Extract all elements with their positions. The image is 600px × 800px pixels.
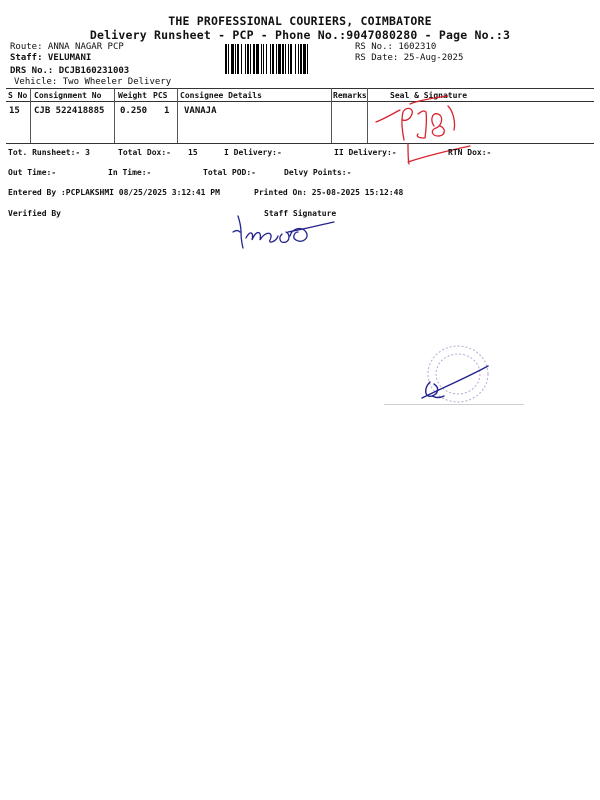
total-dox-value: 15 — [188, 148, 198, 157]
blue-staff-signature — [230, 210, 340, 252]
total-runsheet: Tot. Runsheet:- 3 — [8, 148, 90, 157]
out-time: Out Time:- — [8, 168, 57, 177]
drs-number: DRS No.: DCJB160231003 — [10, 66, 130, 76]
table-top-rule — [6, 88, 594, 89]
delivery-stamp — [412, 340, 492, 410]
header-weight: Weight — [118, 91, 147, 100]
faint-rule — [384, 404, 524, 405]
col-divider — [331, 88, 332, 143]
rs-date: RS Date: 25-Aug-2025 — [355, 53, 464, 63]
rtn-dox: RTN Dox:- — [448, 148, 492, 157]
staff-label: Staff: VELUMANI — [10, 53, 92, 63]
ii-delivery: II Delivery:- — [334, 148, 397, 157]
col-divider — [30, 88, 31, 143]
header-consignment-no: Consignment No — [34, 91, 102, 100]
company-title: THE PROFESSIONAL COURIERS, COIMBATORE — [168, 14, 432, 28]
barcode-image — [225, 44, 351, 74]
header-consignee-details: Consignee Details — [180, 91, 262, 100]
verified-by-label: Verified By — [8, 209, 61, 218]
staff-signature-label: Staff Signature — [264, 209, 337, 218]
header-remarks: Remarks — [333, 91, 367, 100]
row-weight: 0.250 — [120, 106, 148, 116]
row-sno: 15 — [9, 106, 20, 116]
total-dox-label: Total Dox:- — [118, 148, 171, 157]
route-label: Route: ANNA NAGAR PCP — [10, 42, 124, 52]
printed-on: Printed On: 25-08-2025 15:12:48 — [254, 188, 404, 197]
vehicle-label: Vehicle: Two Wheeler Delivery — [14, 77, 172, 87]
col-divider — [177, 88, 178, 143]
runsheet-subtitle: Delivery Runsheet - PCP - Phone No.:9047080280 - Page No.:3 — [89, 28, 511, 42]
header-seal-signature: Seal & Signature — [390, 91, 468, 100]
delvy-points: Delvy Points:- — [284, 168, 352, 177]
header-pcs: PCS — [153, 91, 168, 100]
in-time: In Time:- — [108, 168, 152, 177]
header-sno: S No — [8, 91, 28, 100]
table-header-rule — [6, 101, 594, 102]
table-bottom-rule — [6, 143, 594, 144]
col-divider — [367, 88, 368, 143]
total-pod: Total POD:- — [203, 168, 256, 177]
col-divider — [114, 88, 115, 143]
entered-by: Entered By :PCPLAKSHMI 08/25/2025 3:12:41 PM — [8, 188, 220, 197]
i-delivery: I Delivery:- — [224, 148, 282, 157]
row-consignment-no: CJB 522418885 — [34, 106, 105, 116]
row-consignee: VANAJA — [184, 106, 217, 116]
row-pcs: 1 — [164, 106, 170, 116]
rs-number: RS No.: 1602310 — [355, 42, 437, 52]
